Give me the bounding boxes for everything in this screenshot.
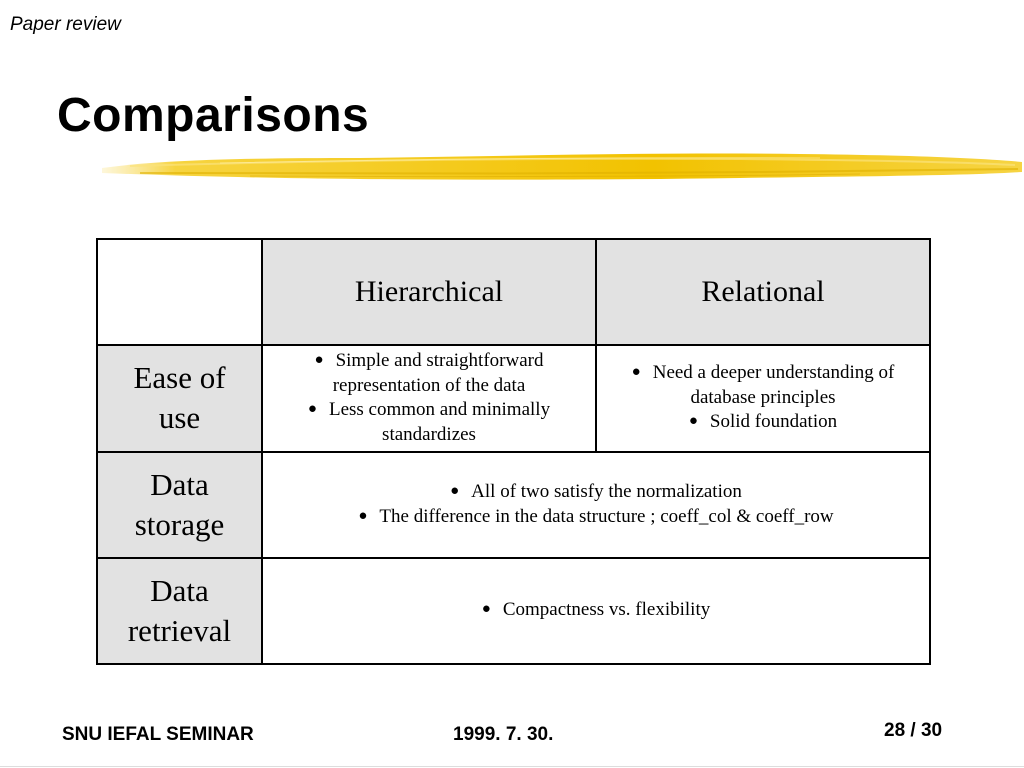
footer-date: 1999. 7. 30.	[453, 724, 554, 745]
comparison-table	[96, 238, 931, 665]
slide-title: Comparisons	[57, 89, 370, 142]
cell-relational-ease-of-use	[596, 345, 930, 451]
table-row-ease-of-use	[97, 345, 930, 451]
cell-hierarchical-ease-of-use	[262, 345, 596, 451]
row-header-line: Data	[150, 572, 209, 608]
row-header-line: Data	[150, 466, 209, 502]
bullet-item: ● The difference in the data structure ; coeff_col & coeff_row	[269, 505, 923, 530]
table-header-row	[97, 239, 930, 345]
table-row-data-storage	[97, 452, 930, 558]
row-header-ease-of-use	[97, 345, 262, 451]
footer-page-number: 28 / 30	[884, 720, 943, 741]
table-row-data-retrieval	[97, 558, 930, 664]
table-corner-cell	[97, 239, 262, 345]
bullet-item: ● All of two satisfy the normalization	[269, 480, 923, 505]
column-header-relational: Relational	[596, 239, 930, 345]
cell-shared-data-retrieval	[262, 558, 930, 664]
row-header-line: use	[158, 400, 201, 436]
bullet-item: ● Simple and straightforward representation of the data	[269, 349, 589, 398]
row-header-line: Ease of	[133, 360, 226, 396]
column-header-hierarchical: Hierarchical	[262, 239, 596, 345]
cell-shared-data-storage	[262, 452, 930, 558]
row-header-line: retrieval	[127, 612, 232, 648]
header-label: Paper review	[10, 14, 121, 35]
footer-seminar-name: SNU IEFAL SEMINAR	[62, 724, 254, 745]
bullet-item: ● Less common and minimally standardizes	[269, 398, 589, 447]
bullet-item: ● Solid foundation	[603, 410, 923, 435]
row-header-data-retrieval	[97, 558, 262, 664]
highlight-brush-stroke	[100, 146, 1024, 190]
row-header-data-storage	[97, 452, 262, 558]
bullet-item: ● Need a deeper understanding of database principles	[603, 361, 923, 410]
footer-divider	[0, 766, 1024, 767]
bullet-item: ● Compactness vs. flexibility	[269, 598, 923, 623]
row-header-line: storage	[134, 506, 225, 542]
